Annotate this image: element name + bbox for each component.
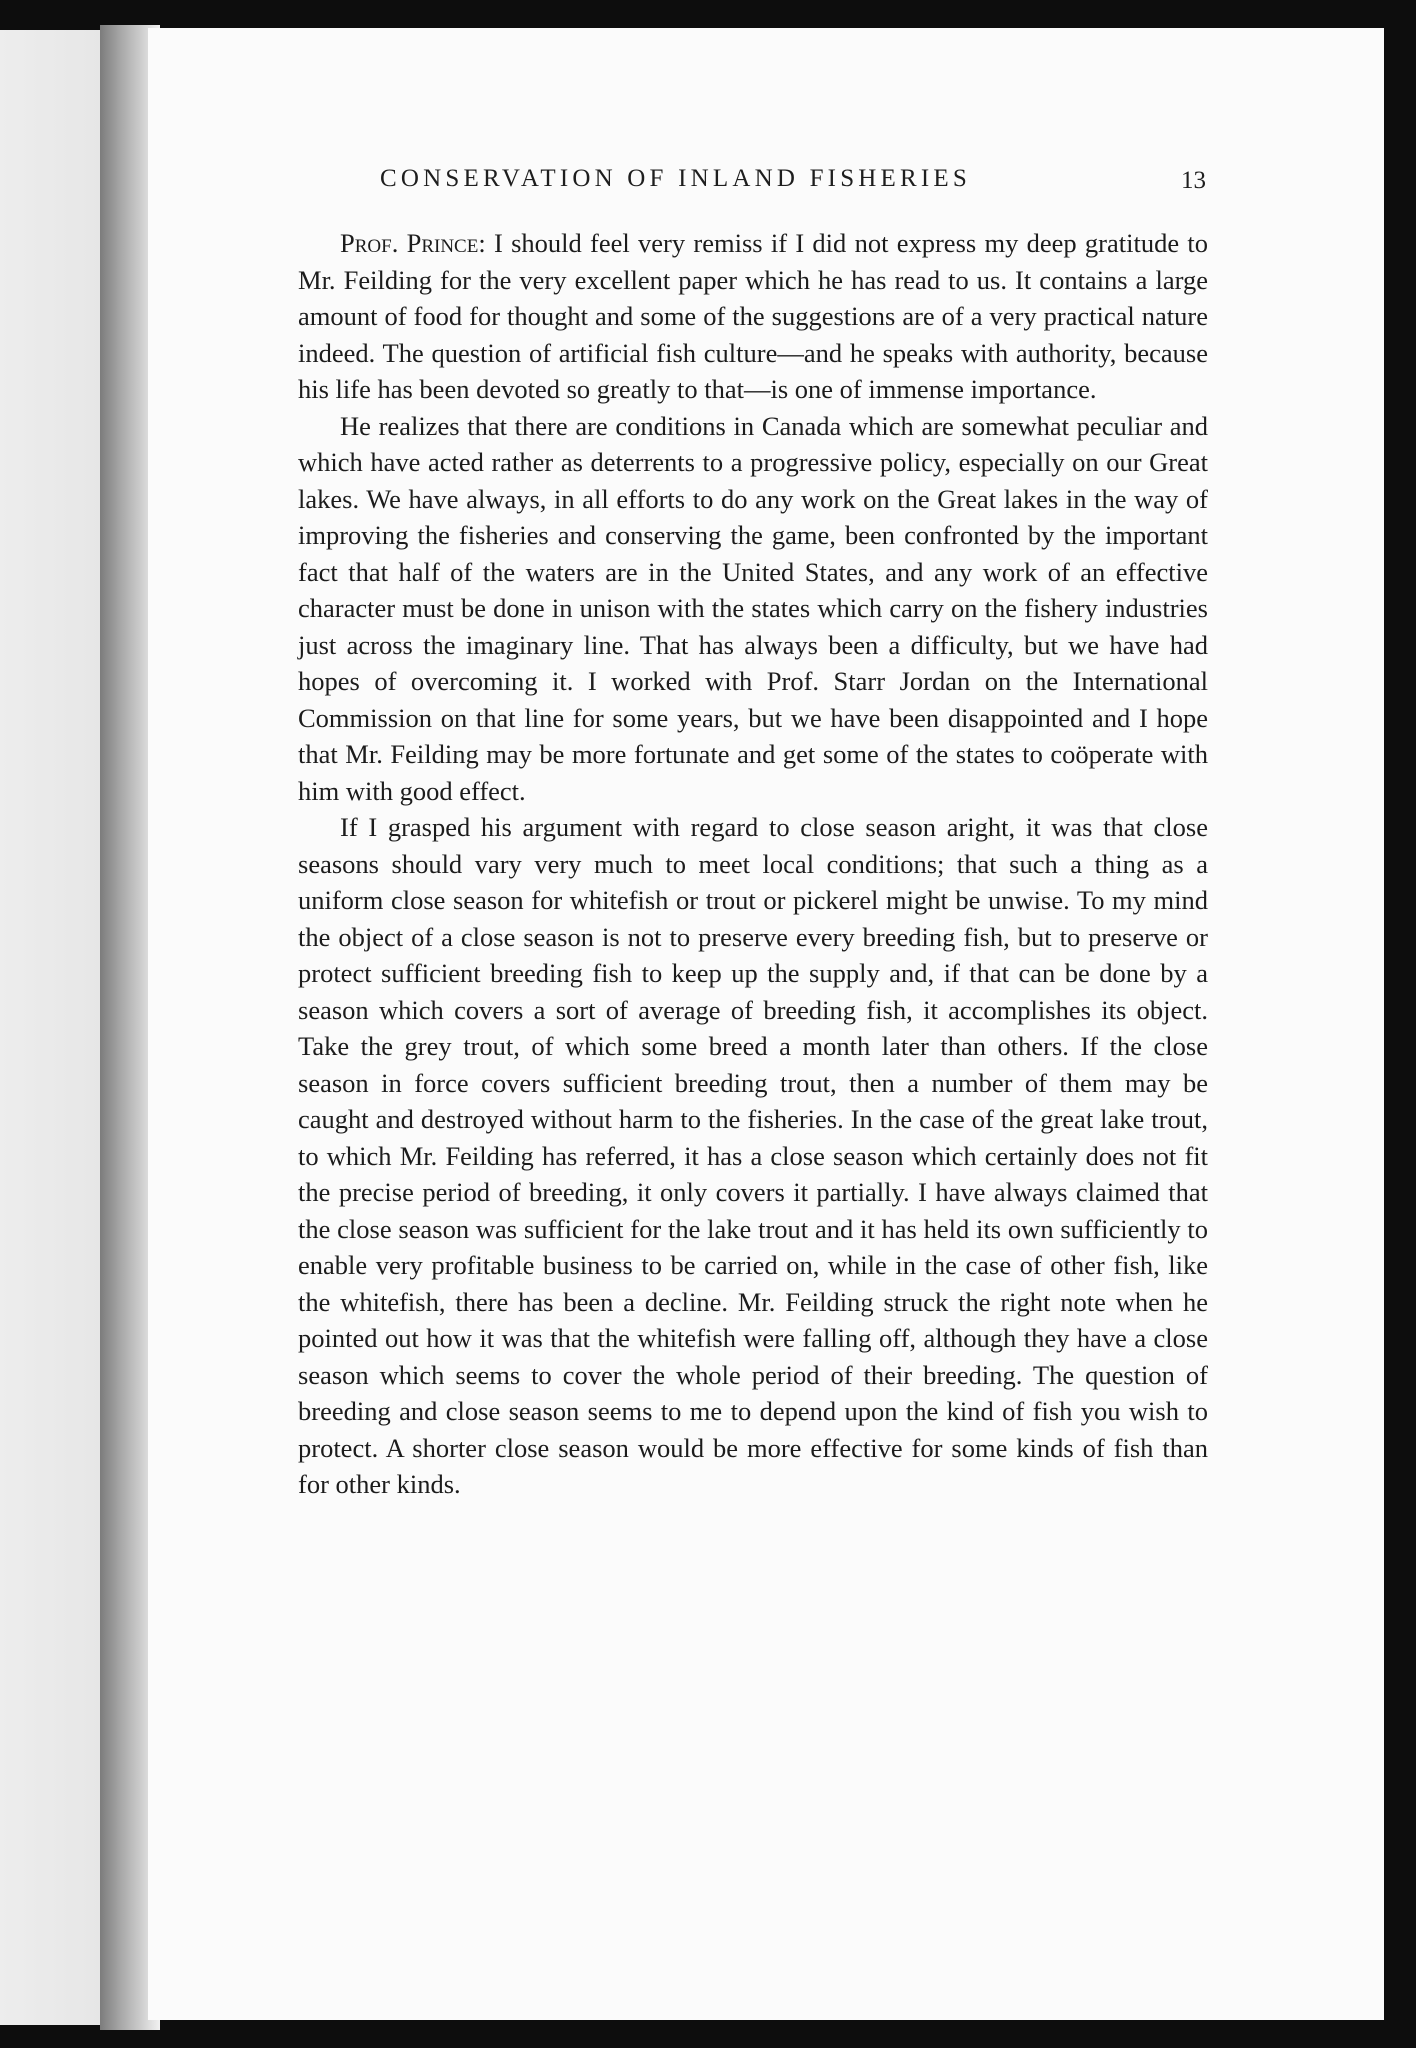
paragraph-1-text: : I should feel very remiss if I did not express my deep gratitude to Mr. Feilding for the very excellent paper which he has read to us. It contains a large amount of food for thought and some of the suggestions are of a very practical nature indeed. The question of artificial fish culture—and he speaks with authority, because his life has been devoted so greatly to that—is one of immense importance.: [298, 228, 1208, 404]
page-header: [380, 165, 1206, 205]
paragraph-2: He realizes that there are conditions in Canada which are somewhat peculiar and which have acted rather as deterrents to a progressive policy, especially on our Great lakes. We have always, in all efforts to do any work on the Great lakes in the way of improving the fisheries and conserving the game, been confronted by the important fact that half of the waters are in the United States, and any work of an effective character must be done in unison with the states which carry on the fishery industries just across the imaginary line. That has always been a difficulty, but we have had hopes of overcoming it. I worked with Prof. Starr Jordan on the International Commission on that line for some years, but we have been disappointed and I hope that Mr. Feilding may be more fortunate and get some of the states to coöperate with him with good effect.: [298, 410, 1208, 806]
paragraph-3: If I grasped his argument with regard to close season aright, it was that close seasons should vary very much to meet local conditions; that such a thing as a uniform close season for whitefish or trout or pickerel might be unwise. To my mind the object of a close season is not to preserve every breeding fish, but to preserve or protect sufficient breeding fish to keep up the supply and, if that can be done by a season which covers a sort of average of breeding fish, it accomplishes its object. Take the grey trout, of which some breed a month later than others. If the close season in force covers sufficient breeding trout, then a number of them may be caught and destroyed without harm to the fisheries. In the case of the great lake trout, to which Mr. Feilding has referred, it has a close season which certainly does not fit the precise period of breeding, it only covers it partially. I have always claimed that the close season was sufficient for the lake trout and it has held its own sufficiently to enable very profitable business to be carried on, while in the case of other fish, like the whitefish, there has been a decline. Mr. Feilding struck the right note when he pointed out how it was that the whitefish were falling off, although they have a close season which seems to cover the whole period of their breeding. The question of breeding and close season seems to me to depend upon the kind of fish you wish to protect. A shorter close season would be more effective for some kinds of fish than for other kinds.: [298, 812, 1208, 1499]
body-text: [298, 225, 1208, 1503]
paragraph-1: [298, 225, 1208, 408]
page-number: 13: [1181, 167, 1206, 194]
speaker-name: Prof. Prince: [340, 228, 479, 258]
running-head: CONSERVATION OF INLAND FISHERIES: [380, 165, 972, 192]
